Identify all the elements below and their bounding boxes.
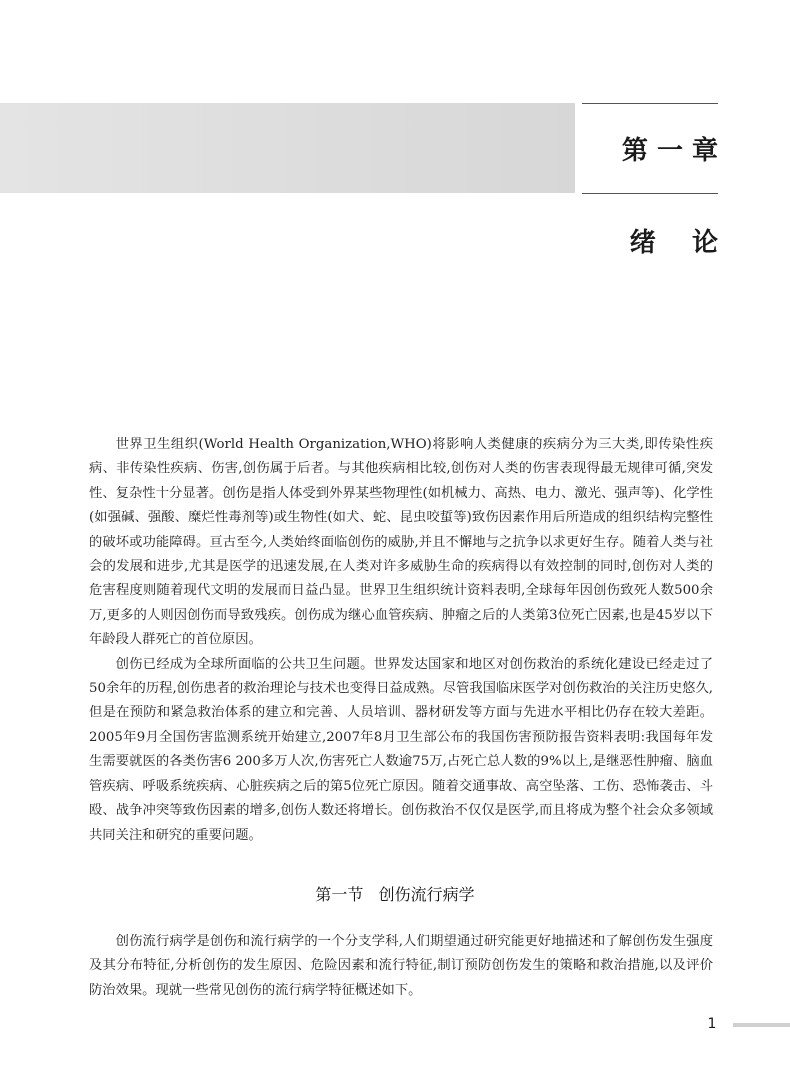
chapter-intro	[89, 433, 713, 848]
page-number: 1	[707, 1016, 717, 1032]
paragraph: 创伤流行病学是创伤和流行病学的一个分支学科,人们期望通过研究能更好地描述和了解创伤发生强度及其分布特征,分析创伤的发生原因、危险因素和流行特征,制订预防创伤发生的策略和救治措施,以及评价防治效果。现就一些常见创伤的流行病学特征概述如下。	[89, 934, 713, 998]
chapter-header-band	[0, 103, 575, 193]
chapter-number: 第 一 章	[621, 136, 718, 166]
section-title: 第一节 创伤流行病学	[315, 885, 475, 904]
page-number-bar	[733, 1023, 790, 1027]
section-body	[89, 930, 713, 1003]
paragraph: 创伤已经成为全球所面临的公共卫生问题。世界发达国家和地区对创伤救治的系统化建设已经走过了50余年的历程,创伤患者的救治理论与技术也变得日益成熟。尽管我国临床医学对创伤救治的关注历史悠久,但是在预防和紧急救治体系的建立和完善、人员培训、器材研发等方面与先进水平相比仍存在较大差距。2005年9月全国伤害监测系统开始建立,2007年8月卫生部公布的我国伤害预防报告资料表明:我国每年发生需要就医的各类伤害6 200多万人次,伤害死亡人数逾75万,占死亡总人数的9%以上,是继恶性肿瘤、脑血管疾病、呼吸系统疾病、心脏疾病之后的第5位死亡原因。随着交通事故、高空坠落、工伤、恐怖袭击、斗殴、战争冲突等致伤因素的增多,创伤人数还将增长。创伤救治不仅仅是医学,而且将成为整个社会众多领域共同关注和研究的重要问题。	[89, 656, 713, 843]
chapter-title: 绪 论	[629, 228, 718, 258]
paragraph: 世界卫生组织(World Health Organization,WHO)将影响人类健康的疾病分为三大类,即传染性疾病、非传染性疾病、伤害,创伤属于后者。与其他疾病相比较,创伤对人类的伤害表现得最无规律可循,突发性、复杂性十分显著。创伤是指人体受到外界某些物理性(如机械力、高热、电力、激光、强声等)、化学性(如强碱、强酸、糜烂性毒剂等)或生物性(如犬、蛇、昆虫咬蜇等)致伤因素作用后所造成的组织结构完整性的破坏或功能障碍。亘古至今,人类始终面临创伤的威胁,并且不懈地与之抗争以求更好生存。随着人类与社会的发展和进步,尤其是医学的迅速发展,在人类对许多威胁生命的疾病得以有效控制的同时,创伤对人类的危害程度则随着现代文明的发展而日益凸显。世界卫生组织统计资料表明,全球每年因创伤致死人数500余万,更多的人则因创伤而导致残疾。创伤成为继心血管疾病、肿瘤之后的人类第3位死亡因素,也是45岁以下年龄段人群死亡的首位原因。	[89, 437, 713, 648]
chapter-rule-middle	[582, 193, 718, 194]
chapter-rule-top	[582, 103, 718, 104]
